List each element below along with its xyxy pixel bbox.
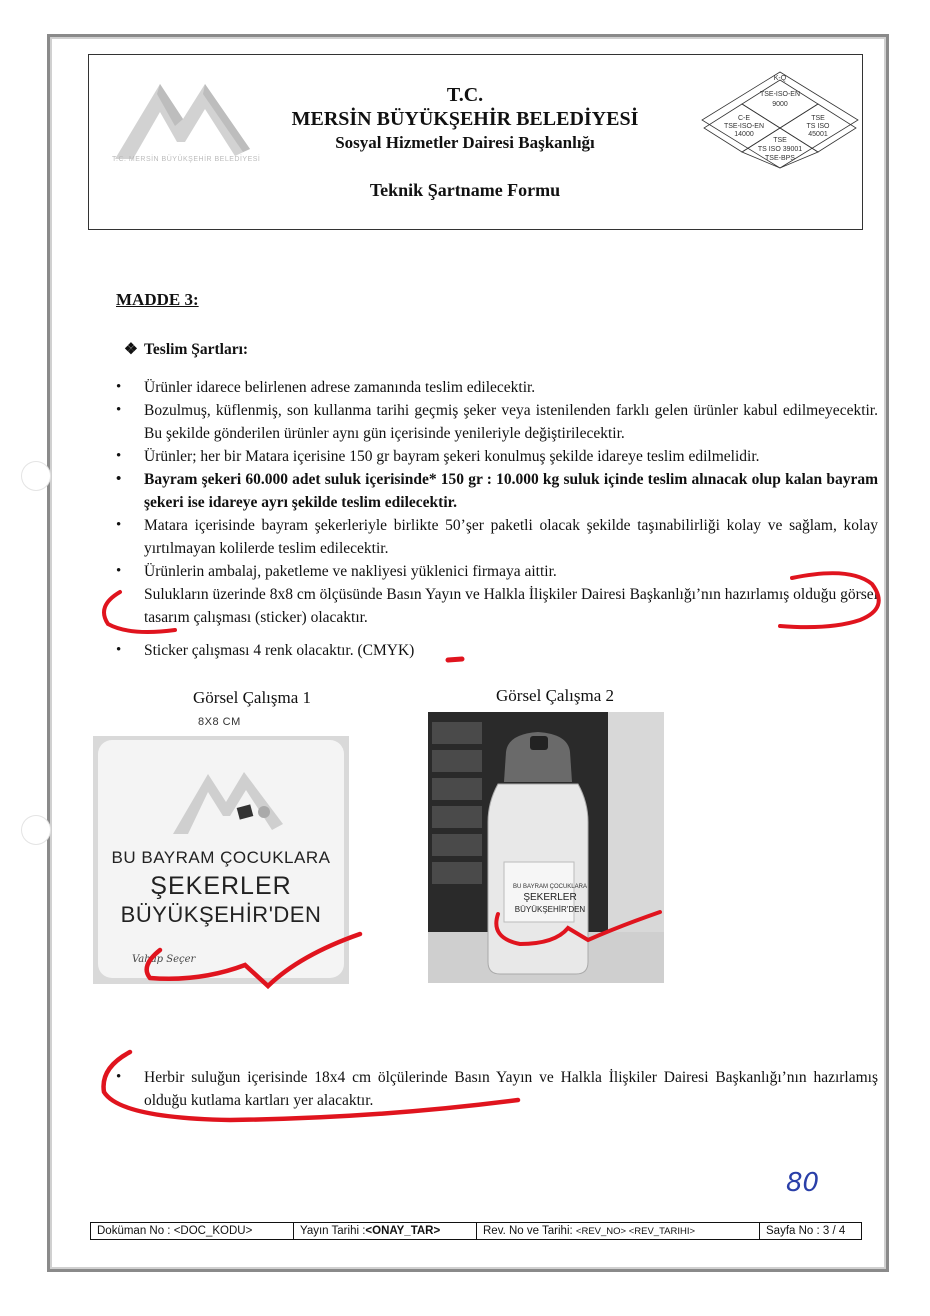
footer-doc-no: [91, 1223, 294, 1239]
cert-right-b: TS ISO: [806, 123, 830, 130]
footer-doc-value: <DOC_KODU>: [173, 1225, 253, 1237]
diamond-bullet-icon: ❖: [124, 341, 138, 358]
visual-caption-1: Görsel Çalışma 1: [193, 688, 312, 707]
bottle-label-line-3: BÜYÜKŞEHİR'DEN: [514, 905, 586, 914]
header-department: Sosyal Hizmetler Dairesi Başkanlığı: [335, 133, 595, 152]
logo-caption: T.C. MERSİN BÜYÜKŞEHİR BELEDİYESİ: [112, 156, 261, 163]
delivery-terms-list: [110, 376, 878, 662]
punch-hole: [22, 462, 50, 490]
list-item: • Matara içerisinde bayram şekerleriyle birlikte 50’şer paketli olacak şekilde taşınabilirliği kolay ve sağlam, kolay yırtılmayan kolilerde teslim edilecektir.: [110, 514, 878, 560]
footer-doc-label: Doküman No :: [97, 1225, 171, 1237]
list-item: • Ürünler idarece belirlenen adrese zamanında teslim edilecektir.: [110, 376, 878, 399]
punch-hole: [22, 816, 50, 844]
sticker-line-2: ŞEKERLER: [150, 872, 292, 900]
delivery-terms-label: Teslim Şartları:: [144, 341, 249, 358]
sticker-line-3: BÜYÜKŞEHİR'DEN: [120, 902, 322, 927]
footer-rev-label: Rev. No ve Tarihi:: [483, 1225, 573, 1237]
footer-pub-label: Yayın Tarihi :: [300, 1225, 366, 1237]
footer-pub-date: [294, 1223, 477, 1239]
list-item: • Ürünler; her bir Matara içerisine 150 gr bayram şekeri konulmuş şekilde idareye teslim edilmelidir.: [110, 445, 878, 468]
cert-right-c: 45001: [808, 131, 828, 138]
list-item: • Bozulmuş, küflenmiş, son kullanma tarihi geçmiş şeker veya istenilenden farklı gelen ürünler kabul edilmeyecektir. Bu şekilde gönderilen ürünler aynı gün içerisinde yenileriyle değiştirilecektir.: [110, 399, 878, 445]
article-heading: MADDE 3:: [116, 290, 199, 309]
cert-n1: TSE-ISO-EN: [759, 91, 801, 98]
form-title: Teknik Şartname Formu: [369, 180, 561, 200]
list-item: • Sticker çalışması 4 renk olacaktır. (CMYK): [110, 639, 878, 662]
document-footer: [90, 1222, 862, 1240]
bottle-photo-image: [428, 712, 664, 983]
cert-bottom-c: TSE-BPS: [765, 155, 795, 162]
cert-left: C-E: [737, 115, 751, 122]
header-tc: T.C.: [446, 84, 484, 106]
header-municipality: MERSİN BÜYÜKŞEHİR BELEDİYESİ: [291, 108, 639, 130]
sticker-line-1: BU BAYRAM ÇOCUKLARA: [111, 848, 331, 867]
sticker-signature: Vahap Seçer: [132, 954, 196, 965]
handwritten-page-number: 80: [786, 1168, 820, 1198]
sticker-logo-icon: [168, 754, 288, 844]
cert-n1b: 9000: [772, 101, 788, 108]
footer-revision: [477, 1223, 760, 1239]
list-item: • Bayram şekeri 60.000 adet suluk içerisinde* 150 gr : 10.000 kg suluk içinde teslim alınacak olup kalan bayram şekeri ise idareye ayrı şekilde teslim edilecektir.: [110, 468, 878, 514]
cert-right: TSE: [811, 115, 825, 122]
cert-bottom: TSE: [773, 137, 787, 144]
cert-left-c: 14000: [734, 131, 754, 138]
cert-bottom-b: TS ISO 39001: [757, 146, 803, 153]
cert-left-b: TSE-ISO-EN: [723, 123, 765, 130]
bottle-photo-icon: [428, 712, 664, 983]
bottle-label-line-1: BU BAYRAM ÇOCUKLARA: [513, 884, 587, 890]
footer-page-value: 3 / 4: [822, 1225, 846, 1237]
delivery-terms-heading: [124, 340, 248, 359]
bottle-label-line-2: ŞEKERLER: [523, 892, 577, 903]
footer-rev-value: <REV_NO> <REV_TARIHI>: [575, 1226, 696, 1237]
visual-caption-2: Görsel Çalışma 2: [496, 686, 615, 705]
certification-stamp-icon: [700, 70, 860, 170]
list-item: • Ürünlerin ambalaj, paketleme ve nakliyesi yüklenici firmaya aittir.: [110, 560, 878, 583]
list-item: • Sulukların üzerinde 8x8 cm ölçüsünde Basın Yayın ve Halkla İlişkiler Dairesi Başkanlığı’nın hazırlamış olduğu görsel tasarım çalışması (sticker) olacaktır.: [110, 583, 878, 629]
footer-page-label: Sayfa No :: [766, 1225, 820, 1237]
footer-pub-value: <ONAY_TAR>: [365, 1225, 441, 1237]
cert-top: K-Q: [773, 75, 787, 82]
footer-page: [760, 1223, 861, 1239]
list-item: • Herbir suluğun içerisinde 18x4 cm ölçülerinde Basın Yayın ve Halkla İlişkiler Dairesi Başkanlığı’nın hazırlamış olduğu kutlama kartları yer alacaktır.: [110, 1066, 878, 1112]
sticker-design-image: [93, 736, 349, 984]
greeting-card-item: [110, 1066, 878, 1112]
sticker-size-label: 8X8 CM: [198, 716, 241, 728]
